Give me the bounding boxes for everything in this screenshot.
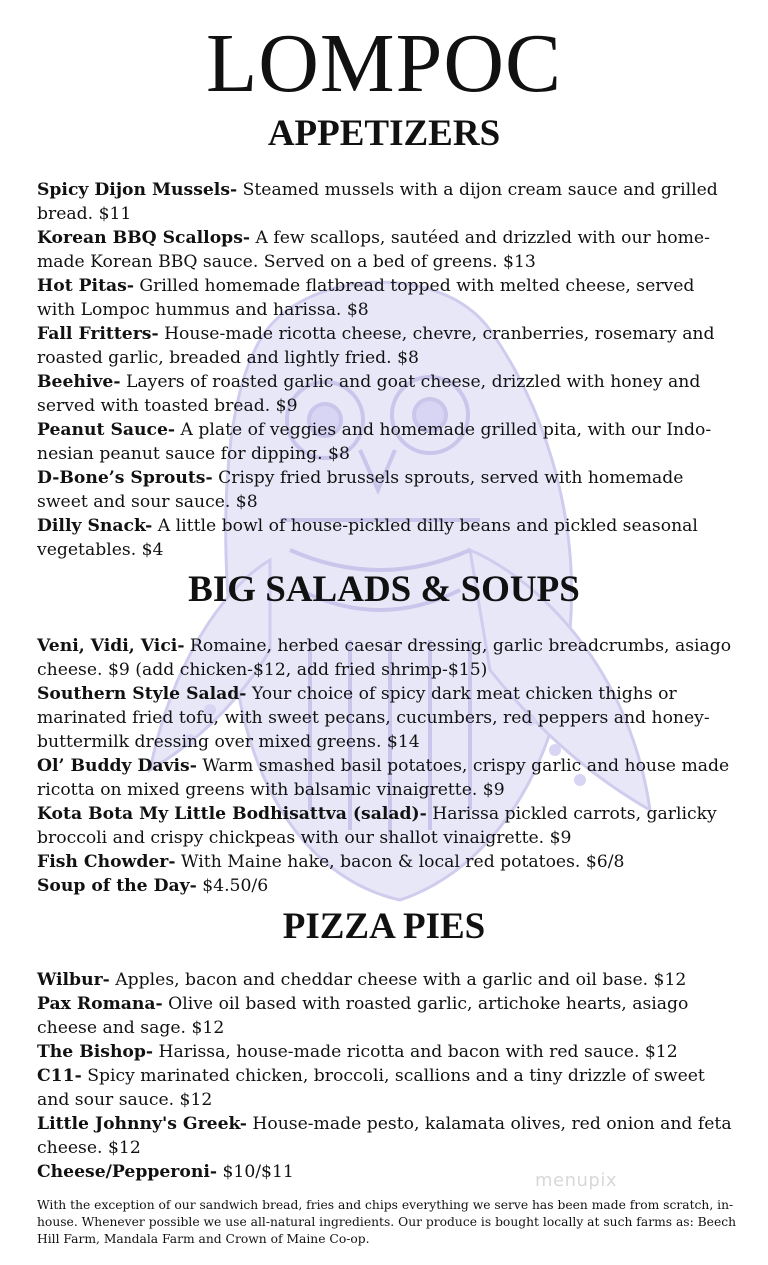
menu-item xyxy=(37,992,737,1040)
item-name: Kota Bota My Little Bodhisattva (salad)- xyxy=(37,804,427,824)
item-name: Cheese/Pepperoni- xyxy=(37,1162,217,1182)
item-description: House-made ricotta cheese, chevre, cranberries, rosemary and roasted garlic, breaded and lightly fried. $8 xyxy=(37,324,715,368)
item-description: Your choice of spicy dark meat chicken thighs or marinated fried tofu, with sweet pecans, cucumbers, red peppers and honey-buttermilk dressing over mixed greens. $14 xyxy=(37,684,710,752)
menu-item xyxy=(37,802,737,850)
salads-soups-heading: BIG SALADS & SOUPS xyxy=(188,569,580,610)
menu-item xyxy=(37,274,737,322)
pizza-pies-heading: PIZZA PIES xyxy=(282,906,486,947)
item-name: Dilly Snack- xyxy=(37,516,153,536)
item-name: Soup of the Day- xyxy=(37,876,197,896)
item-name: Little Johnny's Greek- xyxy=(37,1114,247,1134)
item-description: Grilled homemade flatbread topped with melted cheese, served with Lompoc hummus and harissa. $8 xyxy=(37,276,695,320)
menu-item xyxy=(37,370,737,418)
menu-item xyxy=(37,418,737,466)
menu-item xyxy=(37,178,737,226)
item-description: Harissa pickled carrots, garlicky broccoli and crispy chickpeas with our shallot vinaigrette. $9 xyxy=(37,804,717,848)
item-description: Spicy marinated chicken, broccoli, scallions and a tiny drizzle of sweet and sour sauce. $12 xyxy=(37,1066,705,1110)
restaurant-title: LOMPOC xyxy=(205,17,563,110)
menu-item xyxy=(37,968,737,992)
item-description: Steamed mussels with a dijon cream sauce and grilled bread. $11 xyxy=(37,180,718,224)
item-description: $10/$11 xyxy=(216,1162,294,1182)
item-description: Romaine, herbed caesar dressing, garlic breadcrumbs, asiago cheese. $9 (add chicken-$12, add fried shrimp-$15) xyxy=(37,636,732,680)
menu-item xyxy=(37,850,737,874)
menu-item xyxy=(37,322,737,370)
item-name: Hot Pitas- xyxy=(37,276,134,296)
item-name: Southern Style Salad- xyxy=(37,684,247,704)
item-description: Apples, bacon and cheddar cheese with a garlic and oil base. $12 xyxy=(109,970,687,990)
item-name: Beehive- xyxy=(37,372,121,392)
item-name: C11- xyxy=(37,1066,82,1086)
item-name: Spicy Dijon Mussels- xyxy=(37,180,238,200)
item-description: House-made pesto, kalamata olives, red onion and feta cheese. $12 xyxy=(37,1114,732,1158)
menu-item xyxy=(37,1064,737,1112)
salads-soups-list xyxy=(37,634,737,898)
item-description: A little bowl of house-pickled dilly beans and pickled seasonal vegetables. $4 xyxy=(37,516,698,560)
item-description: A plate of veggies and homemade grilled pita, with our Indo-nesian peanut sauce for dipping. $8 xyxy=(37,420,712,464)
item-name: Korean BBQ Scallops- xyxy=(37,228,251,248)
menu-item xyxy=(37,634,737,682)
menu-item xyxy=(37,874,737,898)
item-name: The Bishop- xyxy=(37,1042,154,1062)
item-description: A few scallops, sautéed and drizzled with our home-made Korean BBQ sauce. Served on a bed of greens. $13 xyxy=(37,228,710,272)
item-name: Peanut Sauce- xyxy=(37,420,176,440)
menu-item xyxy=(37,754,737,802)
menu-item xyxy=(37,1160,737,1184)
item-description: With Maine hake, bacon & local red potatoes. $6/8 xyxy=(175,852,625,872)
appetizers-list xyxy=(37,178,737,562)
item-name: Fall Fritters- xyxy=(37,324,159,344)
footer-note: With the exception of our sandwich bread, fries and chips everything we serve has been made from scratch, in-house. Whenever possible we use all-natural ingredients. Our produce is bought locally at such farms as: Beech Hill Farm, Mandala Farm and Crown of Maine Co-op. xyxy=(37,1198,737,1246)
menu-item xyxy=(37,226,737,274)
item-name: Ol’ Buddy Davis- xyxy=(37,756,197,776)
item-description: Warm smashed basil potatoes, crispy garlic and house made ricotta on mixed greens with balsamic vinaigrette. $9 xyxy=(37,756,730,800)
pizza-pies-list xyxy=(37,968,737,1184)
menu-item xyxy=(37,466,737,514)
item-description: Crispy fried brussels sprouts, served with homemade sweet and sour sauce. $8 xyxy=(37,468,684,512)
item-description: $4.50/6 xyxy=(196,876,269,896)
item-name: Fish Chowder- xyxy=(37,852,176,872)
item-description: Harissa, house-made ricotta and bacon with red sauce. $12 xyxy=(153,1042,678,1062)
appetizers-heading: APPETIZERS xyxy=(267,113,501,154)
menu-item xyxy=(37,1040,737,1064)
item-name: Wilbur- xyxy=(37,970,110,990)
watermark-logo: menupix xyxy=(535,1170,618,1191)
item-name: Veni, Vidi, Vici- xyxy=(37,636,185,656)
menu-item xyxy=(37,514,737,562)
item-description: Layers of roasted garlic and goat cheese, drizzled with honey and served with toasted bread. $9 xyxy=(37,372,701,416)
item-description: Olive oil based with roasted garlic, artichoke hearts, asiago cheese and sage. $12 xyxy=(37,994,689,1038)
menu-item xyxy=(37,682,737,754)
menu-item xyxy=(37,1112,737,1160)
item-name: Pax Romana- xyxy=(37,994,163,1014)
item-name: D-Bone’s Sprouts- xyxy=(37,468,213,488)
